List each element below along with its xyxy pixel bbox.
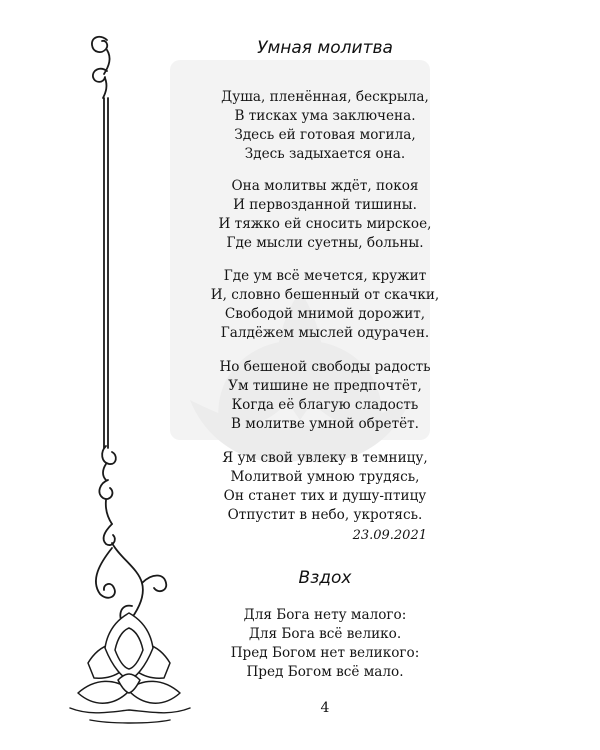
- poem-line: Она молитвы ждёт, покоя: [231, 178, 419, 194]
- poem-line: Отпустит в небо, укротясь.: [227, 507, 423, 523]
- poem-line: Молитвой умною трудясь,: [230, 469, 420, 485]
- poem-line: Но бешеной свободы радость: [219, 359, 431, 375]
- poem-title: Вздох: [298, 568, 352, 588]
- poem-line: В молитве умной обретёт.: [230, 416, 420, 432]
- poem-stanza: [175, 449, 475, 525]
- poem-line: Здесь задыхается она.: [244, 146, 406, 162]
- poem-line: Здесь ей готовая могила,: [234, 127, 416, 143]
- poem-stanza: [175, 177, 475, 253]
- poem-line: Где ум всё мечется, кружит: [223, 268, 427, 284]
- poem-line: Где мысли суетны, больны.: [226, 235, 424, 251]
- poem-stanza: [175, 606, 475, 682]
- poem-line: Пред Богом всё мало.: [246, 664, 404, 680]
- poem-stanza: [175, 358, 475, 434]
- poem-line: Когда её благую сладость: [231, 397, 419, 413]
- poem-line: В тисках ума заключена.: [234, 108, 416, 124]
- poem-line: Свободой мнимой дорожит,: [224, 306, 426, 322]
- poem-line: Душа, пленённая, бескрыла,: [221, 89, 429, 105]
- poem-line: Пред Богом нет великого:: [230, 645, 420, 661]
- page-number: 4: [320, 700, 330, 716]
- poem-line: Для Бога всё велико.: [248, 626, 402, 642]
- poem-stanza: [175, 88, 475, 164]
- poem-stanza: [175, 267, 475, 343]
- poem-date: 23.09.2021: [352, 528, 427, 543]
- poem-line: Для Бога нету малого:: [243, 607, 407, 623]
- poem-line: Я ум свой увлеку в темницу,: [222, 450, 428, 466]
- poem-line: Он станет тих и душу-птицу: [223, 488, 427, 504]
- poem-line: Галдёжем мыслей одурачен.: [220, 325, 430, 341]
- poem-line: Ум тишине не предпочтёт,: [228, 378, 422, 394]
- poem-line: И, словно бешенный от скачки,: [210, 287, 440, 303]
- poem-line: И первозданной тишины.: [233, 197, 417, 213]
- poem-line: И тяжко ей сносить мирское,: [218, 216, 432, 232]
- poem-title: Умная молитва: [257, 38, 393, 58]
- poem-page: [175, 0, 475, 750]
